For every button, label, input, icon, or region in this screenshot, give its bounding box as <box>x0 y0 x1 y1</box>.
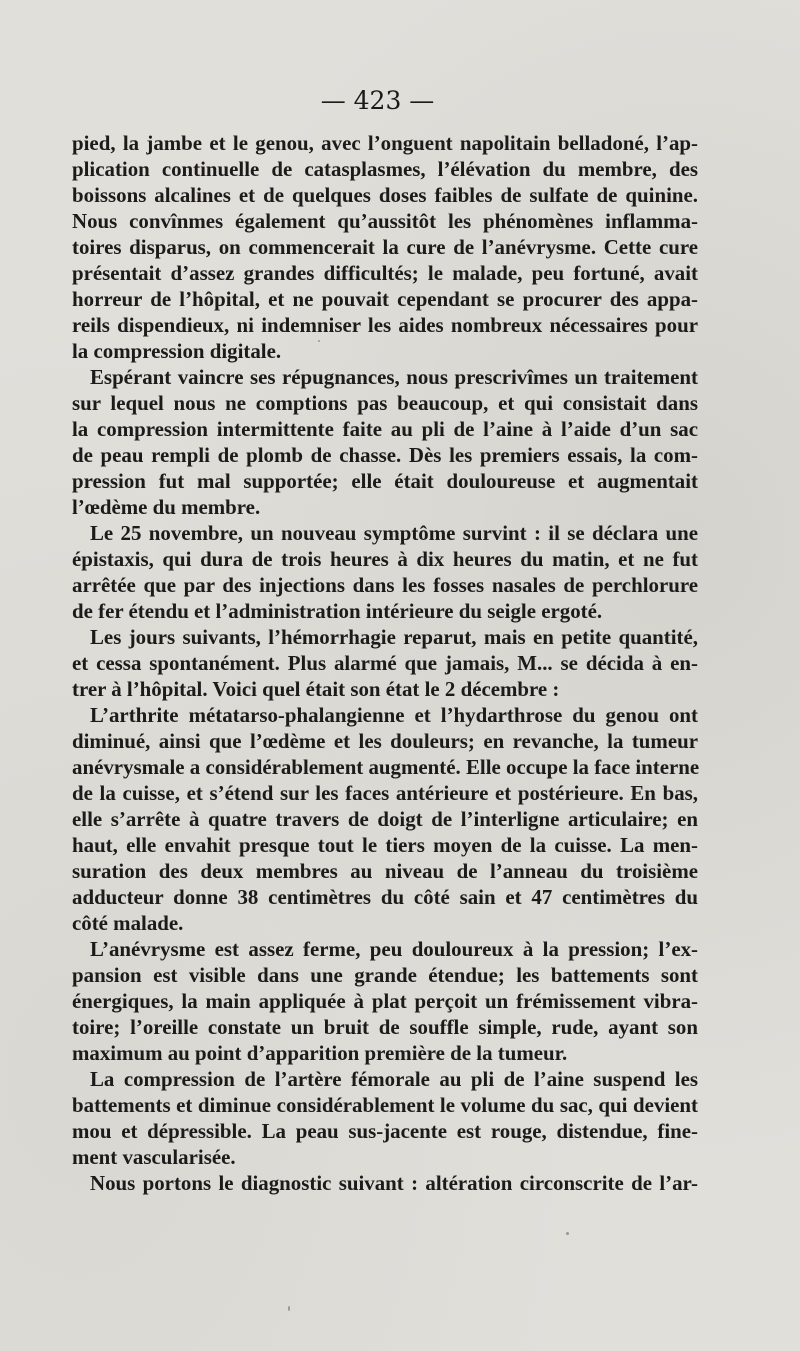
paragraph-7 <box>72 1066 698 1170</box>
text-line: horreur de l’hôpital, et ne pouvait cependant se procurer des appa- <box>72 287 698 311</box>
text-line: de peau rempli de plomb de chasse. Dès les premiers essais, la com- <box>72 443 698 467</box>
text-line: et cessa spontanément. Plus alarmé que jamais, M... se décida à en- <box>72 651 698 675</box>
page-number: — 423 — <box>320 86 435 115</box>
body-text <box>72 130 698 1196</box>
paragraph-8 <box>72 1170 698 1196</box>
paper-speck <box>288 1306 290 1311</box>
paragraph-4 <box>72 624 698 702</box>
text-line: mou et dépressible. La peau sus-jacente est rouge, distendue, fine- <box>72 1119 698 1143</box>
text-line: de fer étendu et l’administration intérieure du seigle ergoté. <box>72 599 603 623</box>
paragraph-6 <box>72 936 698 1066</box>
paragraph-5 <box>72 702 698 936</box>
text-line: arrêtée que par des injections dans les fosses nasales de perchlorure <box>72 573 698 597</box>
paper-speck <box>318 340 320 342</box>
text-line: suration des deux membres au niveau de l’anneau du troisième <box>72 859 698 883</box>
text-line: toire; l’oreille constate un bruit de souffle simple, rude, ayant son <box>72 1015 698 1039</box>
text-line: La compression de l’artère fémorale au pli de l’aine suspend les <box>90 1067 698 1091</box>
text-line: diminué, ainsi que l’œdème et les douleurs; en revanche, la tumeur <box>72 729 698 753</box>
text-line: la compression intermittente faite au pli de l’aine à l’aide d’un sac <box>72 417 698 441</box>
text-line: plication continuelle de catasplasmes, l’élévation du membre, des <box>72 157 698 181</box>
text-line: haut, elle envahit presque tout le tiers moyen de la cuisse. La men- <box>72 833 698 857</box>
text-line: sur lequel nous ne comptions pas beaucoup, et qui consistait dans <box>72 391 698 415</box>
paragraph-2 <box>72 364 698 520</box>
text-line: pression fut mal supportée; elle était douloureuse et augmentait <box>72 469 698 493</box>
paragraph-3 <box>72 520 698 624</box>
text-line: ment vascularisée. <box>72 1145 236 1169</box>
text-line: pied, la jambe et le genou, avec l’onguent napolitain belladoné, l’ap- <box>72 131 698 155</box>
text-line: Espérant vaincre ses répugnances, nous prescrivîmes un traitement <box>90 365 698 389</box>
text-line: énergiques, la main appliquée à plat perçoit un frémissement vibra- <box>72 989 698 1013</box>
text-line: la compression digitale. <box>72 339 282 363</box>
text-line: côté malade. <box>72 911 184 935</box>
text-line: L’anévrysme est assez ferme, peu douloureux à la pression; l’ex- <box>90 937 698 961</box>
text-line: maximum au point d’apparition première de la tumeur. <box>72 1041 568 1065</box>
text-line: adducteur donne 38 centimètres du côté sain et 47 centimètres du <box>72 885 698 909</box>
text-line: battements et diminue considérablement le volume du sac, qui devient <box>72 1093 698 1117</box>
text-line: pansion est visible dans une grande étendue; les battements sont <box>72 963 698 987</box>
text-line: l’œdème du membre. <box>72 495 261 519</box>
text-line: elle s’arrête à quatre travers de doigt de l’interligne articulaire; en <box>72 807 698 831</box>
text-line: reils dispendieux, ni indemniser les aides nombreux nécessaires pour <box>72 313 698 337</box>
text-line: de la cuisse, et s’étend sur les faces antérieure et postérieure. En bas, <box>72 781 698 805</box>
paragraph-1 <box>72 130 698 364</box>
text-line: Nous convînmes également qu’aussitôt les phénomènes inflamma- <box>72 209 698 233</box>
text-line: épistaxis, qui dura de trois heures à dix heures du matin, et ne fut <box>72 547 698 571</box>
text-line: Les jours suivants, l’hémorrhagie reparut, mais en petite quantité, <box>90 625 698 649</box>
text-line: L’arthrite métatarso-phalangienne et l’hydarthrose du genou ont <box>90 703 698 727</box>
text-line: présentait d’assez grandes difficultés; le malade, peu fortuné, avait <box>72 261 698 285</box>
text-line: Nous portons le diagnostic suivant : altération circonscrite de l’ar- <box>90 1171 698 1195</box>
text-line: boissons alcalines et de quelques doses faibles de sulfate de quinine. <box>72 183 698 207</box>
paper-speck <box>566 1232 569 1235</box>
text-line: trer à l’hôpital. Voici quel était son état le 2 décembre : <box>72 677 560 701</box>
text-line: Le 25 novembre, un nouveau symptôme survint : il se déclara une <box>90 521 698 545</box>
text-line: toires disparus, on commencerait la cure de l’anévrysme. Cette cure <box>72 235 698 259</box>
text-line: anévrysmale a considérablement augmenté. Elle occupe la face interne <box>72 755 700 779</box>
